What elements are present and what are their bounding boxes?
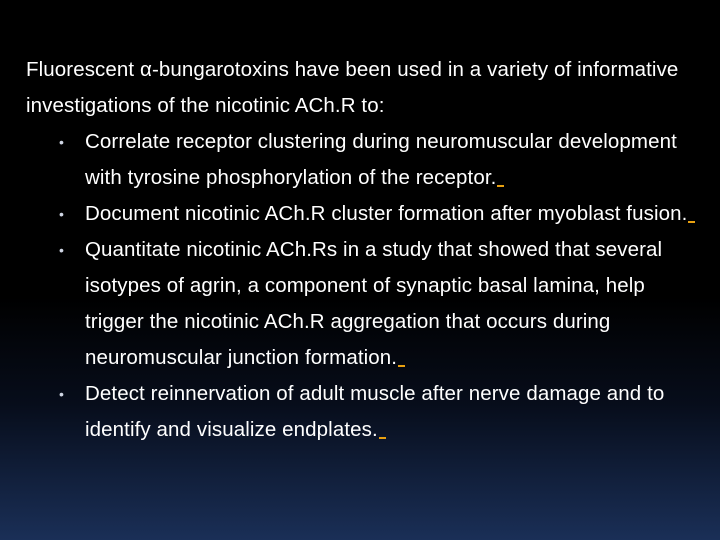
slide-body [26,52,696,448]
bullet-list [26,124,696,448]
reference-marker-icon [497,185,504,187]
bullet-item [26,196,696,232]
intro-paragraph: Fluorescent α-bungarotoxins have been used in a variety of informative investigations of the nicotinic ACh.R to: [26,58,679,117]
bullet-icon: • [59,386,65,402]
bullet-text: Document nicotinic ACh.R cluster formation after myoblast fusion. [85,202,688,225]
bullet-item [26,124,696,196]
reference-marker-icon [398,365,405,367]
reference-marker-icon [379,437,386,439]
reference-marker-icon [688,221,695,223]
bullet-item [26,376,696,448]
bullet-icon: • [59,242,65,258]
bullet-item [26,232,696,376]
bullet-text: Correlate receptor clustering during neuromuscular development with tyrosine phosphorylation of the receptor. [85,130,677,189]
bullet-icon: • [59,206,65,222]
bullet-text: Detect reinnervation of adult muscle after nerve damage and to identify and visualize endplates. [85,382,665,441]
bullet-text: Quantitate nicotinic ACh.Rs in a study that showed that several isotypes of agrin, a component of synaptic basal lamina, help trigger the nicotinic ACh.R aggregation that occurs during neuromuscular junction formation. [85,238,663,369]
bullet-icon: • [59,134,65,150]
